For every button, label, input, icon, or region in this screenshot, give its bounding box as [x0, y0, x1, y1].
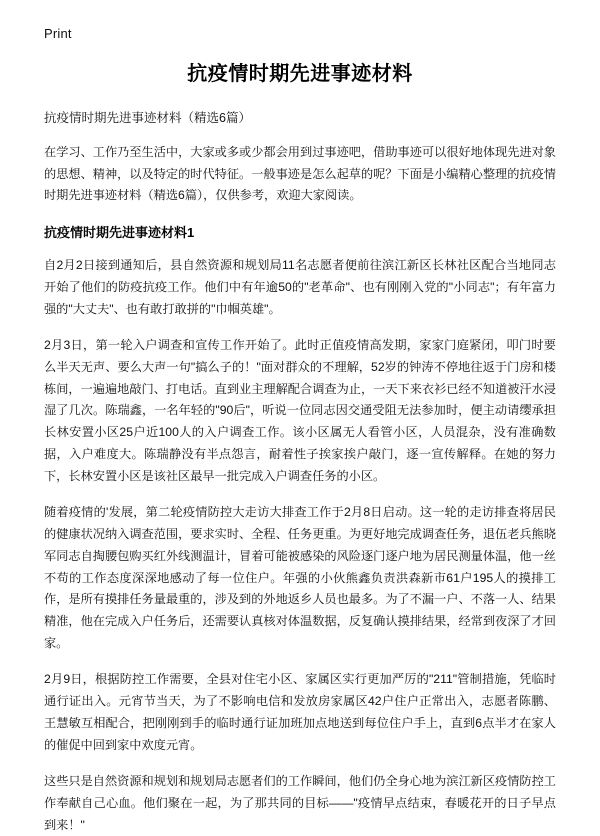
- body-paragraph: 随着疫情的'发展，第二轮疫情防控大走访大排查工作于2月8日启动。这一轮的走访排查将居民的健康状况纳入调查范围，要求实时、全程、任务更重。为更好地完成调查任务，退伍老兵熊晓军同志自掏腰包购买红外线测温计，冒着可能被感染的风险逐门逐户地为居民测量体温，他一丝不苟的工作态度深深地感动了每一位住户。年强的小伙熊鑫负责洪森新市61户195人的摸排工作，是所有摸排任务量最重的，涉及到的外地返乡人员也最多。为了不漏一户、不落一人、结果精准，他在完成入户任务后，还需要认真核对体温数据，反复确认摸排结果，经常到夜深了才回家。: [44, 505, 556, 650]
- page-title: 抗疫情时期先进事迹材料: [187, 63, 413, 85]
- body-paragraph: 2月9日，根据防控工作需要，全县对住宅小区、家属区实行更加严厉的"211"管制措施，凭临时通行证出入。元宵节当天，为了不影响电信和发放房家属区42户住户正常出入，志愿者陈鹏、王慧敏互相配合，把刚刚到手的临时通行证加班加点地送到每位住户手上，直到6点半才在家人的催促中回到家中欢度元宵。: [44, 672, 556, 752]
- section-heading: 抗疫情时期先进事迹材料1: [44, 225, 195, 241]
- intro-paragraph: 在学习、工作乃至生活中，大家或多或少都会用到过事迹吧，借助事迹可以很好地体现先进对象的思想、精神，以及特定的时代特征。一般事迹是怎么起草的呢？下面是小编精心整理的抗疫情时期先进事迹材料（精选6篇），仅供参考，欢迎大家阅读。: [44, 145, 556, 203]
- body-paragraph: 这些只是自然资源和规划和规划局志愿者们的工作瞬间，他们仍全身心地为滨江新区疫情防控工作奉献自己心血。他们聚在一起，为了那共同的目标——"疫情早点结束，春暖花开的日子早点到来！": [44, 774, 556, 832]
- body-paragraph: 2月3日，第一轮入户调查和宣传工作开始了。此时正值疫情高发期，家家门庭紧闭，叩门时要么半天无声、要么大声一句"搞么子的！"面对群众的不理解，52岁的钟涛不停地往返于门房和楼栋间，一遍遍地敲门、打电话。直到业主理解配合调查为止，一天下来衣衫已经不知道被汗水浸湿了几次。陈瑞鑫，一名年轻的"90后"，听说一位同志因交通受阻无法参加时，便主动请缨承担长林安置小区25户近100人的入户调查工作。该小区属无人看管小区，人员混杂，没有准确数据，入户难度大。陈瑞静没有半点怨言，耐着性子挨家挨户敲门，逐一宣传解释。在她的努力下，长林安置小区是该社区最早一批完成入户调查任务的小区。: [44, 338, 556, 483]
- body-paragraph: 自2月2日接到通知后，县自然资源和规划局11名志愿者便前往滨江新区长林社区配合当地同志开始了他们的防疫抗疫工作。他们中有年逾50的"老革命"、也有刚刚入党的"小同志"；有年富力强的"大丈夫"、也有敢打敢拼的"巾帼英雄"。: [44, 258, 556, 316]
- document-subtitle: 抗疫情时期先进事迹材料（精选6篇）: [44, 111, 251, 125]
- print-button[interactable]: Print: [44, 26, 72, 41]
